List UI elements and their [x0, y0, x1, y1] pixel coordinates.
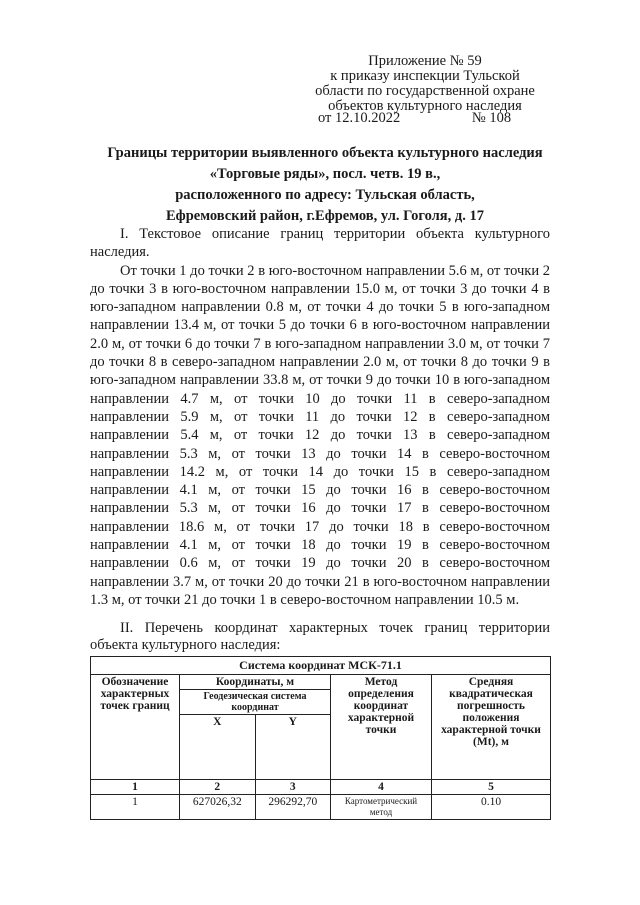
point-cell: 1	[91, 795, 180, 820]
document-title	[84, 143, 566, 227]
header-line: объектов культурного наследия	[328, 98, 522, 114]
appendix-header	[300, 54, 550, 114]
section-2-heading: II. Перечень координат характерных точек границ территории объекта культурного наследия:	[90, 620, 550, 653]
index-cell: 5	[432, 780, 551, 795]
order-number: № 108	[471, 110, 512, 126]
order-date: 12.10.2022	[335, 110, 401, 126]
section-1	[90, 225, 550, 609]
section-1-heading: I. Текстовое описание границ территории объекта культурного наследия.	[90, 226, 550, 261]
header-line: к приказу инспекции Тульской	[330, 68, 520, 84]
col-point-header: Обозначение характерных точек границ	[91, 675, 180, 780]
col-coords-header: Координаты, м	[180, 675, 331, 690]
index-cell: 2	[180, 780, 256, 795]
title-line: расположенного по адресу: Тульская область,	[175, 187, 475, 203]
index-cell: 4	[331, 780, 432, 795]
col-y-header: Y	[255, 715, 331, 780]
order-date-line	[318, 110, 511, 127]
col-x-header: X	[180, 715, 256, 780]
table-row	[91, 795, 551, 820]
header-line: области по государственной охране	[315, 83, 535, 99]
col-error-header: Средняя квадратическая погрешность положения характерной точки (Mt), м	[432, 675, 551, 780]
header-line: Приложение № 59	[368, 53, 482, 69]
col-method-header: Метод определения координат характерной точки	[331, 675, 432, 780]
col-geo-header: Геодезическая система координат	[180, 690, 331, 715]
error-cell: 0.10	[432, 795, 551, 820]
table-caption: Система координат МСК-71.1	[91, 657, 551, 675]
section-2	[90, 620, 550, 654]
title-line: Ефремовский район, г.Ефремов, ул. Гоголя, д. 17	[166, 208, 484, 224]
index-cell: 3	[255, 780, 331, 795]
section-1-body: От точки 1 до точки 2 в юго-восточном направлении 5.6 м, от точки 2 до точки 3 в юго-восточном направлении 15.0 м, от точки 3 до точки 4 в юго-западном направлении 0.8 м, от точки 4 до точки 5 в юго-западном направлении 13.4 м, от точки 5 до точки 6 в юго-восточном направлении 2.0 м, от точки 6 до точки 7 в юго-западном направлении 3.0 м, от точки 7 до точки 8 в северо-западном направлении 2.0 м, от точки 8 до точки 9 в юго-западном направлении 33.8 м, от точки 9 до точки 10 в юго-западном направлении 4.7 м, от точки 10 до точки 11 в северо-западном направлении 5.9 м, от точки 11 до точки 12 в северо-западном направлении 5.4 м, от точки 12 до точки 13 в северо-западном направлении 5.3 м, от точки 13 до точки 14 в северо-восточном направлении 14.2 м, от точки 14 до точки 15 в северо-западном направлении 4.1 м, от точки 15 до точки 16 в северо-восточном направлении 5.3 м, от точки 16 до точки 17 в северо-восточном направлении 18.6 м, от точки 17 до точки 18 в северо-восточном направлении 4.1 м, от точки 18 до точки 19 в северо-восточном направлении 0.6 м, от точки 19 до точки 20 в северо-восточном направлении 3.7 м, от точки 20 до точки 21 в юго-восточном направлении 1.3 м, от точки 21 до точки 1 в северо-восточном направлении 10.5 м.	[90, 262, 550, 608]
y-cell: 296292,70	[255, 795, 331, 820]
method-cell: Картометрический метод	[331, 795, 432, 820]
coordinates-table	[90, 656, 551, 820]
title-line: Границы территории выявленного объекта культурного наследия	[107, 145, 543, 161]
title-line: «Торговые ряды», посл. четв. 19 в.,	[209, 166, 441, 182]
date-prefix: от	[318, 110, 332, 126]
index-cell: 1	[91, 780, 180, 795]
x-cell: 627026,32	[180, 795, 256, 820]
